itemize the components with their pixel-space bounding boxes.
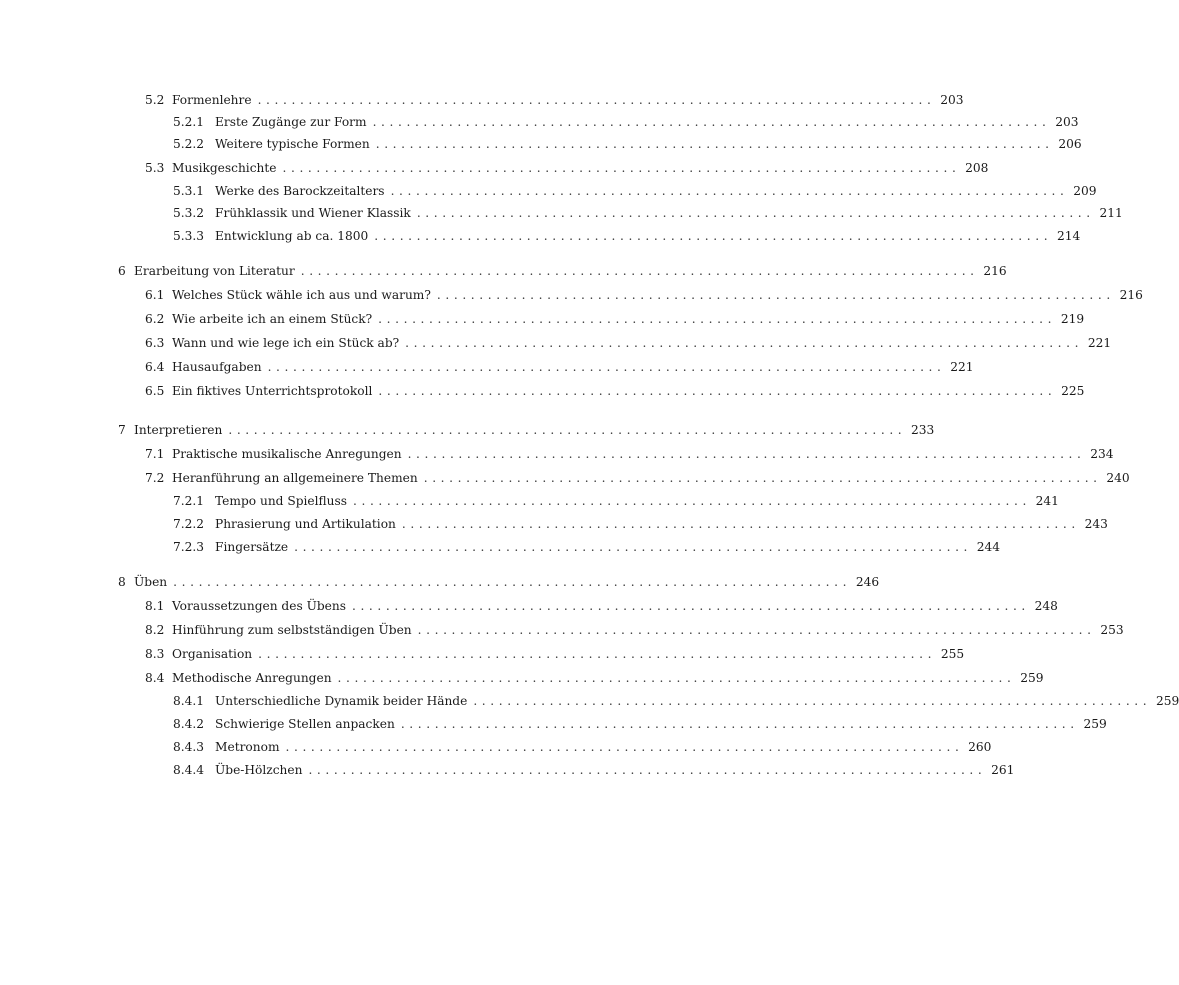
toc-entry-page: 244 xyxy=(976,540,1001,554)
dot-leader: ................................................................................ xyxy=(400,717,1079,731)
toc-entry-number: 7.2.3 xyxy=(173,540,205,554)
dot-leader: ................................................................................ xyxy=(372,115,1051,129)
dot-leader: ................................................................................ xyxy=(436,288,1115,302)
dot-leader: ................................................................................ xyxy=(405,336,1084,350)
dot-leader: ................................................................................ xyxy=(417,623,1096,637)
dot-leader: ................................................................................ xyxy=(267,360,946,374)
dot-leader: ................................................................................ xyxy=(294,540,973,554)
toc-entry xyxy=(173,182,1097,200)
toc-entry-page: 241 xyxy=(1035,494,1059,508)
toc-entry-page: 243 xyxy=(1084,517,1108,531)
toc-entry-page: 255 xyxy=(940,647,965,661)
toc-entry xyxy=(173,715,1107,733)
toc-entry-page: 240 xyxy=(1106,471,1130,485)
toc-entry-number: 6.5 xyxy=(145,384,165,398)
toc-entry-title: Voraussetzungen des Übens xyxy=(172,599,346,613)
toc-entry-title: Fingersätze xyxy=(215,540,289,554)
dot-leader: ................................................................................ xyxy=(351,599,1030,613)
toc-entry-title: Tempo und Spielfluss xyxy=(215,494,347,508)
toc-entry xyxy=(173,113,1079,131)
toc-entry-number: 7 xyxy=(118,423,126,437)
toc-entry-page: 203 xyxy=(1055,115,1079,129)
toc-entry-page: 259 xyxy=(1020,671,1044,685)
toc-entry-number: 6.3 xyxy=(145,336,165,350)
toc-entry-title: Unterschiedliche Dynamik beider Hände xyxy=(215,694,468,708)
toc-entry-number: 5.3.3 xyxy=(173,229,205,243)
toc-entry-number: 6.2 xyxy=(145,312,165,326)
toc-entry-title: Weitere typische Formen xyxy=(215,137,370,151)
toc-entry xyxy=(145,597,1058,615)
toc-entry-number: 8.4.3 xyxy=(173,740,205,754)
toc-entry-page: 209 xyxy=(1073,184,1097,198)
toc-entry-title: Wie arbeite ich an einem Stück? xyxy=(172,312,373,326)
toc-entry-title: Frühklassik und Wiener Klassik xyxy=(215,206,411,220)
toc-entry xyxy=(173,515,1108,533)
toc-entry-title: Hausaufgaben xyxy=(172,360,262,374)
toc-entry xyxy=(145,382,1085,400)
dot-leader: ................................................................................ xyxy=(173,575,852,589)
toc-entry-title: Organisation xyxy=(172,647,253,661)
toc-entry-page: 208 xyxy=(965,161,989,175)
toc-entry-page: 225 xyxy=(1061,384,1085,398)
dot-leader: ................................................................................ xyxy=(282,161,961,175)
toc-entry-title: Formenlehre xyxy=(172,93,252,107)
dot-leader: ................................................................................ xyxy=(407,447,1086,461)
toc-entry-number: 8.4.2 xyxy=(173,717,205,731)
toc-entry-title: Heranführung an allgemeinere Themen xyxy=(172,471,418,485)
toc-entry xyxy=(173,135,1082,153)
toc-entry xyxy=(173,538,1001,556)
toc-entry-page: 233 xyxy=(911,423,935,437)
toc-entry-page: 246 xyxy=(855,575,880,589)
toc-entry xyxy=(118,262,1007,280)
toc-entry xyxy=(145,310,1085,328)
dot-leader: ................................................................................ xyxy=(378,312,1057,326)
toc-entry-number: 6.1 xyxy=(145,288,165,302)
toc-entry-title: Welches Stück wähle ich aus und warum? xyxy=(172,288,431,302)
dot-leader: ................................................................................ xyxy=(423,471,1102,485)
toc-entry-page: 234 xyxy=(1090,447,1114,461)
toc-entry-number: 5.2 xyxy=(145,93,165,107)
toc-entry xyxy=(173,738,992,756)
toc-entry-number: 7.2.1 xyxy=(173,494,205,508)
toc-entry-page: 216 xyxy=(983,264,1007,278)
toc-entry xyxy=(118,573,880,591)
toc-entry-page: 203 xyxy=(940,93,964,107)
toc-entry xyxy=(145,286,1143,304)
dot-leader: ................................................................................ xyxy=(401,517,1080,531)
toc-entry-page: 216 xyxy=(1119,288,1143,302)
toc-entry-number: 8.2 xyxy=(145,623,165,637)
toc-entry xyxy=(145,669,1044,687)
toc-entry-title: Werke des Barockzeitalters xyxy=(215,184,385,198)
toc-entry-number: 8 xyxy=(118,575,126,589)
toc-entry-number: 5.3.1 xyxy=(173,184,205,198)
toc-entry xyxy=(145,645,965,663)
toc-entry xyxy=(145,334,1112,352)
toc-entry xyxy=(173,761,1015,779)
toc-entry-number: 6 xyxy=(118,264,126,278)
toc-entry-page: 221 xyxy=(1087,336,1112,350)
dot-leader: ................................................................................ xyxy=(300,264,979,278)
toc-entry xyxy=(173,692,1179,710)
toc-entry-page: 219 xyxy=(1060,312,1085,326)
toc-entry-number: 5.2.1 xyxy=(173,115,205,129)
toc-entry-page: 260 xyxy=(968,740,992,754)
toc-entry-title: Interpretieren xyxy=(134,423,223,437)
toc-entry-page: 211 xyxy=(1099,206,1123,220)
toc-entry-page: 259 xyxy=(1156,694,1179,708)
toc-entry-title: Musikgeschichte xyxy=(172,161,277,175)
dot-leader: ................................................................................ xyxy=(378,384,1057,398)
toc-entry-title: Schwierige Stellen anpacken xyxy=(215,717,395,731)
dot-leader: ................................................................................ xyxy=(308,763,987,777)
toc-entry-title: Hinführung zum selbstständigen Üben xyxy=(172,623,412,637)
dot-leader: ................................................................................ xyxy=(375,137,1054,151)
toc-entry-title: Erarbeitung von Literatur xyxy=(134,264,295,278)
toc-entry xyxy=(145,159,989,177)
toc-entry xyxy=(145,358,974,376)
dot-leader: ................................................................................ xyxy=(416,206,1095,220)
dot-leader: ................................................................................ xyxy=(390,184,1069,198)
toc-entry-title: Wann und wie lege ich ein Stück ab? xyxy=(172,336,400,350)
toc-entry xyxy=(173,227,1081,245)
toc-entry xyxy=(173,492,1059,510)
toc-entry-page: 261 xyxy=(991,763,1015,777)
dot-leader: ................................................................................ xyxy=(374,229,1053,243)
toc-entry xyxy=(118,421,935,439)
toc-entry-page: 221 xyxy=(950,360,974,374)
toc-entry-page: 214 xyxy=(1056,229,1081,243)
toc-entry xyxy=(145,91,964,109)
toc-entry-number: 8.4.4 xyxy=(173,763,205,777)
toc-entry-number: 8.3 xyxy=(145,647,165,661)
toc-entry-number: 8.1 xyxy=(145,599,165,613)
dot-leader: ................................................................................ xyxy=(337,671,1016,685)
toc-entry-number: 8.4 xyxy=(145,671,165,685)
dot-leader: ................................................................................ xyxy=(353,494,1031,508)
toc-entry-number: 8.4.1 xyxy=(173,694,205,708)
toc-entry-number: 5.3.2 xyxy=(173,206,205,220)
toc-entry-page: 206 xyxy=(1058,137,1082,151)
toc-entry-title: Phrasierung und Artikulation xyxy=(215,517,396,531)
toc-entry-number: 7.1 xyxy=(145,447,165,461)
dot-leader: ................................................................................ xyxy=(473,694,1152,708)
toc-entry-number: 7.2 xyxy=(145,471,165,485)
toc-entry-title: Übe-Hölzchen xyxy=(215,763,303,777)
dot-leader: ................................................................................ xyxy=(228,423,907,437)
toc-entry-title: Metronom xyxy=(215,740,280,754)
toc-entry-title: Methodische Anregungen xyxy=(172,671,332,685)
toc-entry-number: 5.3 xyxy=(145,161,165,175)
dot-leader: ................................................................................ xyxy=(257,93,936,107)
dot-leader: ................................................................................ xyxy=(285,740,964,754)
toc-entry-number: 7.2.2 xyxy=(173,517,205,531)
toc-entry-title: Erste Zugänge zur Form xyxy=(215,115,367,129)
toc-entry-number: 5.2.2 xyxy=(173,137,205,151)
toc-entry-title: Üben xyxy=(134,575,168,589)
toc-entry-title: Praktische musikalische Anregungen xyxy=(172,447,402,461)
toc-entry-title: Entwicklung ab ca. 1800 xyxy=(215,229,369,243)
toc-entry xyxy=(173,204,1123,222)
toc-entry xyxy=(145,445,1114,463)
toc-entry-page: 248 xyxy=(1034,599,1058,613)
dot-leader: ................................................................................ xyxy=(258,647,937,661)
toc-entry-page: 253 xyxy=(1100,623,1124,637)
toc-entry-number: 6.4 xyxy=(145,360,165,374)
toc-entry xyxy=(145,469,1130,487)
toc-entry xyxy=(145,621,1124,639)
toc-entry-page: 259 xyxy=(1083,717,1107,731)
toc-entry-title: Ein fiktives Unterrichtsprotokoll xyxy=(172,384,373,398)
